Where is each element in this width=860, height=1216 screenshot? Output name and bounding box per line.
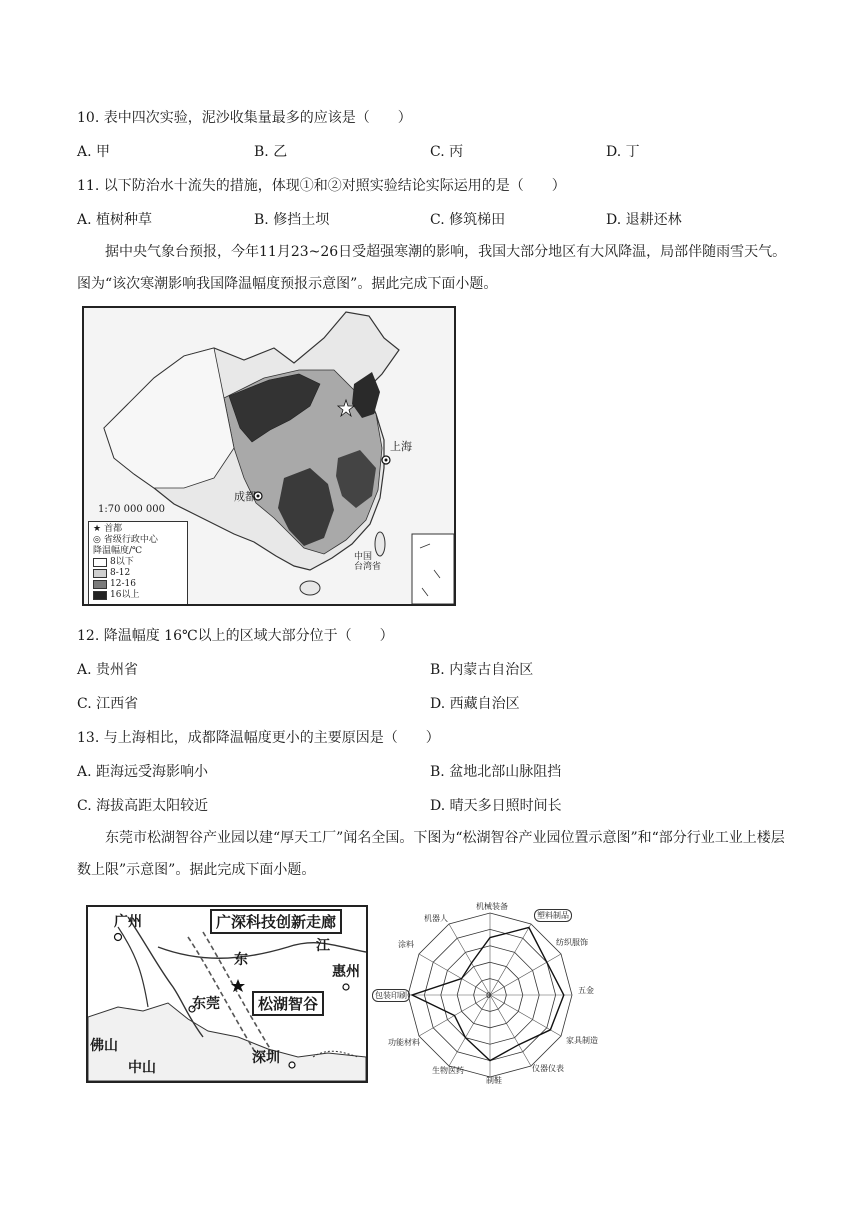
question-12-stem: 12. 降温幅度 16℃以上的区域大部分位于（ ）	[77, 628, 394, 644]
radar-label-7: 生物医药	[432, 1066, 464, 1075]
legend-class-4-label: 16以上	[110, 590, 140, 600]
q11-option-b: B. 修挡土坝	[254, 212, 330, 228]
q13-option-a: A. 距海远受海影响小	[77, 764, 209, 780]
legend-capital	[93, 524, 183, 535]
label-chengdu: 成都	[234, 490, 256, 503]
radar-label-2: 纺织服饰	[556, 938, 588, 947]
radar-label-8: 功能材料	[388, 1038, 420, 1047]
question-11-stem: 11. 以下防治水十流失的措施，体现①和②对照实验结论实际运用的是（ ）	[77, 178, 566, 194]
legend-class-1-label: 8以下	[110, 557, 134, 567]
radar-label-4: 家具制造	[566, 1036, 598, 1045]
q13-option-b: B. 盆地北部山脉阻挡	[430, 764, 562, 780]
floor-limit-radar	[372, 895, 608, 1087]
label-taiwan-line1: 中国	[354, 552, 373, 562]
legend-title	[93, 546, 183, 557]
q10-option-d: D. 丁	[606, 144, 640, 160]
q10-option-c: C. 丙	[430, 144, 464, 160]
swatch-2	[93, 569, 107, 578]
star-icon: ★	[93, 524, 102, 534]
radar-center-label: 0	[486, 991, 492, 1000]
legend-capital-label: 首都	[104, 524, 123, 534]
cooling-map	[82, 306, 456, 606]
q11-option-a: A. 植树种草	[77, 212, 153, 228]
legend-class-3	[93, 579, 183, 590]
q12-option-c: C. 江西省	[77, 696, 139, 712]
legend-title-label: 降温幅度/℃	[93, 546, 143, 556]
q10-option-a: A. 甲	[77, 144, 111, 160]
q13-option-c: C. 海拔高距太阳较近	[77, 798, 209, 814]
q12-option-a: A. 贵州省	[77, 662, 139, 678]
label-huizhou: 惠州	[332, 964, 360, 980]
legend-class-1	[93, 557, 183, 568]
label-jiang: 江	[316, 938, 330, 954]
q11-option-d: D. 退耕还林	[606, 212, 682, 228]
swatch-1	[93, 558, 107, 567]
legend-provincial-label: 省级行政中心	[103, 535, 158, 545]
swatch-4	[93, 591, 107, 600]
legend-class-2-label: 8-12	[110, 568, 131, 578]
label-shenzhen: 深圳	[252, 1050, 280, 1066]
legend-provincial	[93, 535, 183, 546]
q12-option-d: D. 西藏自治区	[430, 696, 520, 712]
legend-class-3-label: 12-16	[110, 579, 136, 589]
q11-option-c: C. 修筑梯田	[430, 212, 506, 228]
songhu-label: 松湖智谷	[252, 991, 324, 1016]
q10-option-b: B. 乙	[254, 144, 288, 160]
label-dong: 东	[234, 952, 248, 968]
question-13-stem: 13. 与上海相比，成都降温幅度更小的主要原因是（ ）	[77, 730, 440, 746]
map-legend	[88, 521, 188, 605]
label-zhongshan: 中山	[128, 1060, 156, 1076]
legend-class-2	[93, 568, 183, 579]
map-scale: 1:70 000 000	[98, 504, 165, 515]
label-dongguan: 东莞	[192, 996, 220, 1012]
songhu-location-map	[86, 905, 368, 1083]
q13-option-d: D. 晴天多日照时间长	[430, 798, 562, 814]
q12-option-b: B. 内蒙古自治区	[430, 662, 534, 678]
radar-label-5: 仪器仪表	[532, 1064, 564, 1073]
radar-label-9: 包装印刷	[372, 989, 410, 1002]
radar-label-0: 机械装备	[476, 902, 508, 911]
label-taiwan	[354, 552, 381, 572]
legend-class-4	[93, 590, 183, 601]
double-circle-icon: ◎	[93, 535, 101, 545]
swatch-3	[93, 580, 107, 589]
corridor-label: 广深科技创新走廊	[210, 909, 342, 934]
label-taiwan-line2: 台湾省	[354, 562, 382, 572]
label-shanghai: 上海	[390, 440, 412, 453]
passage-songhu: 东莞市松湖智谷产业园以建“厚天工厂”闻名全国。下图为“松湖智谷产业园位置示意图”和“部分行业工业上楼层数上限”示意图”。据此完成下面小题。	[77, 830, 785, 878]
radar-label-3: 五金	[578, 986, 594, 995]
radar-label-1: 塑料制品	[534, 909, 572, 922]
label-foshan: 佛山	[90, 1038, 118, 1054]
radar-label-11: 机器人	[424, 914, 448, 923]
label-guangzhou: 广州	[114, 914, 142, 930]
radar-label-6: 制鞋	[486, 1076, 502, 1085]
question-10-stem: 10. 表中四次实验，泥沙收集量最多的应该是（ ）	[77, 110, 412, 126]
radar-label-10: 涂料	[398, 940, 414, 949]
passage-cold-wave: 据中央气象台预报，今年11月23~26日受超强寒潮的影响，我国大部分地区有大风降温，局部伴随雨雪天气。图为“该次寒潮影响我国降温幅度预报示意图”。据此完成下面小题。	[77, 244, 787, 292]
